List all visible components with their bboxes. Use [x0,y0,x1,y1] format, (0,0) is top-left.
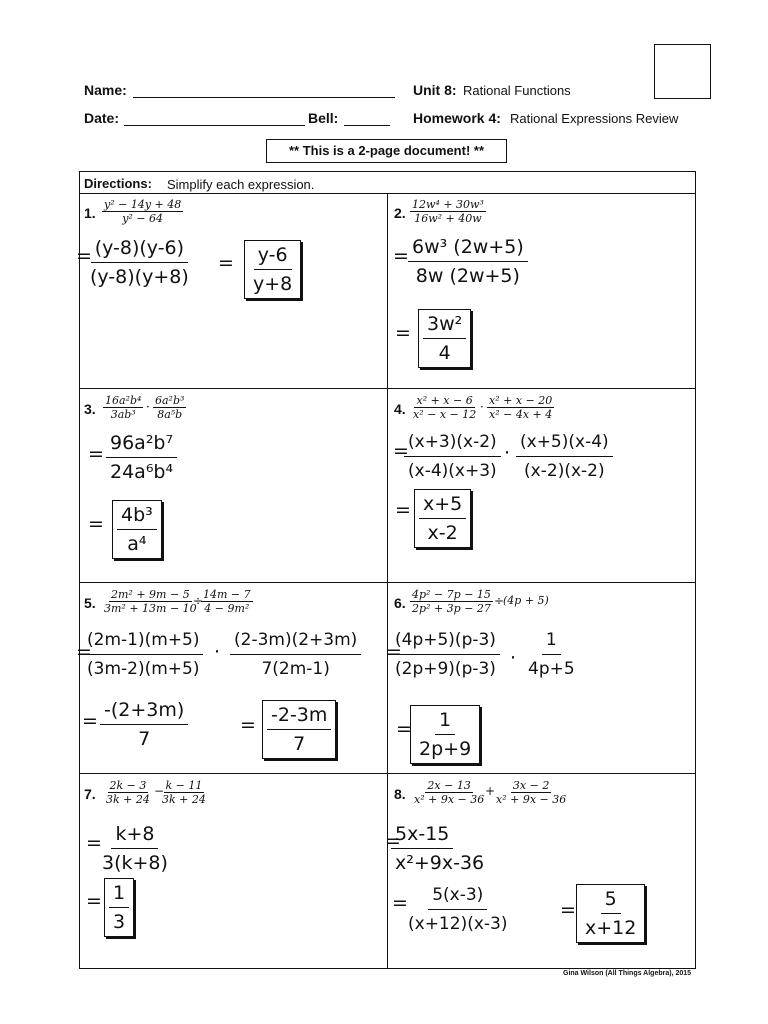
final-answer [410,705,480,764]
numerator: y-6 [254,243,292,270]
problem-expression [494,779,568,806]
numerator: 5x-15 [391,822,453,849]
equals-sign: = [88,513,104,535]
equals-sign: = [88,443,104,465]
problem-expression [102,198,183,225]
denominator: 2p+9 [419,738,472,760]
denominator: x² + 9x − 36 [414,793,485,806]
problem-number: 6. [394,595,406,611]
operator: − [154,784,165,798]
numerator: 2x − 13 [427,779,471,792]
denominator: 8w (2w+5) [415,265,520,287]
numerator: k − 11 [165,779,203,792]
numerator: (y-8)(y-6) [91,236,188,263]
denominator: 4 [438,342,451,364]
problem-number: 2. [394,205,406,221]
equals-sign: = [86,832,102,854]
final-answer [112,500,162,559]
numerator: -(2+3m) [100,698,188,725]
denominator: 2p² + 3p − 27 [412,602,491,615]
name-field[interactable] [133,97,395,98]
numerator: (x+3)(x-2) [404,430,501,457]
problem-number: 1. [84,205,96,221]
denominator: x² − 4x + 4 [489,408,553,421]
equals-sign: = [396,718,412,740]
equals-sign: = [218,252,234,274]
denominator: x²+9x-36 [395,852,485,874]
numerator: 96a²b⁷ [106,431,177,458]
problem-expression [102,588,199,615]
denominator: y+8 [253,273,293,295]
numerator: -2-3m [267,703,331,730]
numerator: 4b³ [117,503,157,530]
directions-label: Directions: [84,176,152,191]
score-box [654,44,711,99]
homework-label: Homework 4: [413,110,501,126]
unit-label: Unit 8: [413,82,457,98]
final-answer [262,700,336,759]
problem-number: 5. [84,595,96,611]
copyright-credit: Gina Wilson (All Things Algebra), 2015 [563,970,692,977]
denominator: 3k + 24 [162,793,206,806]
numerator: 1 [435,708,455,735]
denominator: (x-2)(x-2) [524,461,605,481]
final-answer [414,489,471,548]
equals-sign: = [82,710,98,732]
divisor: (4p + 5) [503,594,549,607]
bell-label: Bell: [308,110,339,126]
equals-sign: = [395,322,411,344]
problem-expression [201,588,253,615]
denominator: (y-8)(y+8) [90,266,189,288]
numerator: k+8 [111,822,158,849]
dot-operator: · [510,647,517,669]
numerator: (x+5)(x-4) [516,430,613,457]
operator: ÷ [494,594,505,608]
problem-number: 4. [394,401,406,417]
denominator: x² + 9x − 36 [496,793,567,806]
denominator: x² − x − 12 [413,408,477,421]
problem-expression [411,394,478,421]
denominator: 8a⁵b [157,408,183,421]
date-label: Date: [84,110,120,126]
denominator: 7 [138,728,151,750]
denominator: 4 − 9m² [204,602,250,615]
problem-expression [412,779,486,806]
numerator: x² + x − 20 [489,394,553,407]
equals-sign: = [393,245,409,267]
denominator: 3m² + 13m − 10 [104,602,197,615]
numerator: 14m − 7 [203,588,251,601]
problem-expression [410,198,486,225]
bell-field[interactable] [344,125,390,126]
denominator: 7(2m-1) [261,659,330,679]
numerator: 2m² + 9m − 5 [111,588,190,601]
numerator: x+5 [419,492,466,519]
work-step [106,431,177,484]
numerator: 6w³ (2w+5) [408,235,528,262]
denominator: 24a⁶b⁴ [110,461,174,483]
dot-operator: · [504,442,511,464]
numerator: 6a²b³ [155,394,185,407]
two-page-banner: ** This is a 2-page document! ** [266,139,507,163]
numerator: x² + x − 6 [416,394,473,407]
numerator: (2-3m)(2+3m) [230,628,361,655]
numerator: 3x − 2 [512,779,550,792]
equals-sign: = [392,892,408,914]
work-step [404,430,501,483]
work-step [516,430,613,483]
denominator: (x-4)(x+3) [408,461,497,481]
denominator: 7 [293,733,306,755]
directions-text: Simplify each expression. [167,177,315,192]
equals-sign: = [560,899,576,921]
operator: · [146,400,150,414]
denominator: 3 [113,911,126,933]
final-answer [418,309,471,368]
unit-title: Rational Functions [463,83,571,98]
work-step [83,628,203,681]
denominator: y² − 64 [122,212,164,225]
work-step [86,236,193,289]
work-step [408,235,528,288]
equals-sign: = [86,890,102,912]
problem-number: 3. [84,401,96,417]
denominator: 4p+5 [528,659,575,679]
denominator: 3k + 24 [106,793,150,806]
numerator: 4p² − 7p − 15 [412,588,491,601]
problem-expression [153,394,186,421]
numerator: 5 [601,887,621,914]
work-step [98,822,172,875]
problem-number: 7. [84,786,96,802]
denominator: (3m-2)(m+5) [87,659,200,679]
equals-sign: = [386,641,402,663]
work-step [100,698,188,751]
denominator: (2p+9)(p-3) [395,659,496,679]
numerator: 3w² [423,312,466,339]
final-answer [104,878,134,937]
problem-expression [160,779,208,806]
numerator: 1 [109,881,129,908]
problem-expression [487,394,554,421]
denominator: x-2 [427,522,458,544]
operator: + [485,784,496,798]
name-label: Name: [84,82,127,98]
equals-sign: = [240,714,256,736]
work-step [404,883,511,936]
grid-line [387,193,388,969]
numerator: 2k − 3 [109,779,147,792]
denominator: (x+12)(x-3) [408,914,508,934]
final-answer [576,884,645,943]
numerator: (2m-1)(m+5) [83,628,203,655]
work-step [391,628,500,681]
equals-sign: = [76,641,92,663]
work-step [230,628,361,681]
date-field[interactable] [124,125,305,126]
numerator: 1 [542,628,561,655]
denominator: x+12 [585,917,637,939]
problem-expression [410,588,493,615]
numerator: (4p+5)(p-3) [391,628,500,655]
operator: ÷ [193,594,204,608]
equals-sign: = [76,245,92,267]
work-step [524,628,579,681]
problem-expression [103,394,143,421]
numerator: 16a²b⁴ [105,394,142,407]
operator: · [480,400,484,414]
problem-expression [104,779,152,806]
dot-operator: · [214,641,221,663]
equals-sign: = [393,440,409,462]
denominator: a⁴ [127,533,147,555]
work-step [391,822,488,875]
denominator: 3ab³ [110,408,136,421]
denominator: 16w² + 40w [414,212,482,225]
numerator: 12w⁴ + 30w³ [412,198,484,211]
equals-sign: = [385,830,401,852]
numerator: 5(x-3) [428,883,487,910]
problem-number: 8. [394,786,406,802]
final-answer [244,240,301,299]
numerator: y² − 14y + 48 [104,198,182,211]
denominator: 3(k+8) [102,852,168,874]
homework-title: Rational Expressions Review [510,111,679,126]
equals-sign: = [395,499,411,521]
